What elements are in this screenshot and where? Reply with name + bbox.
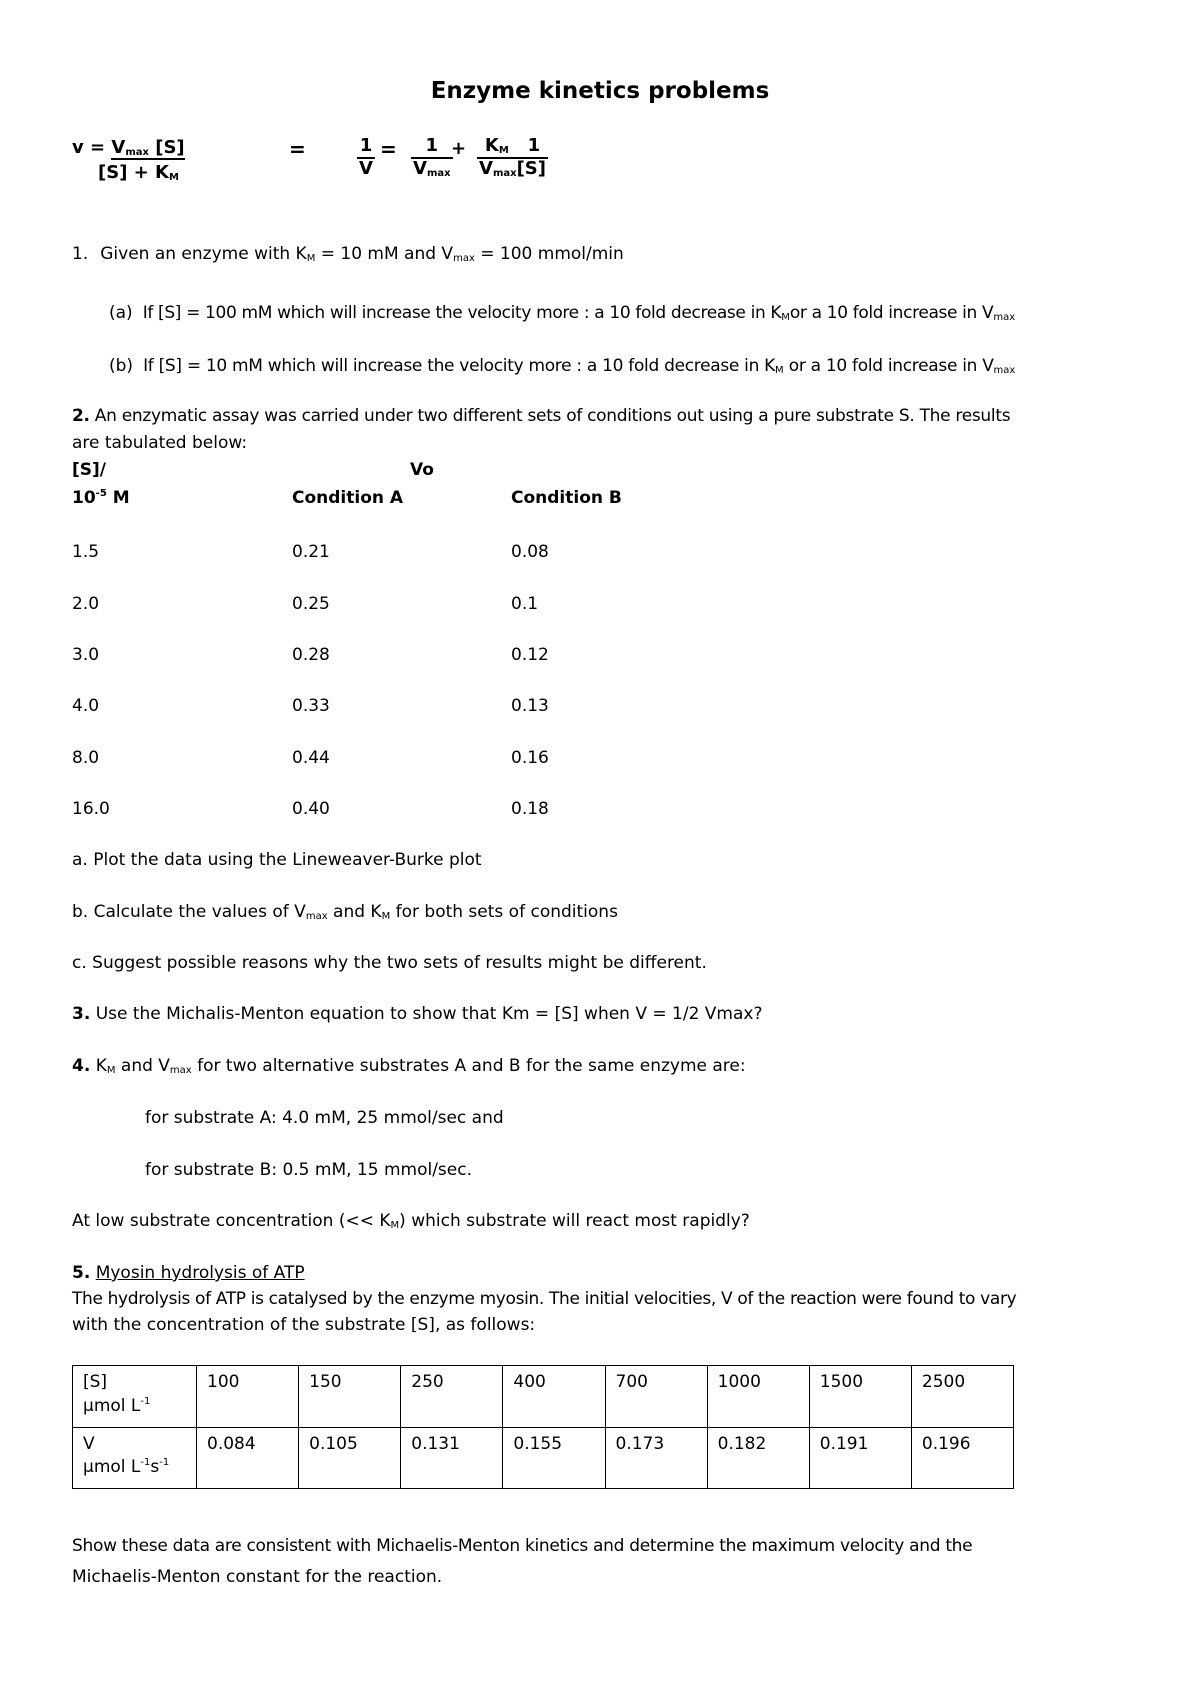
q5-s-cell: 150	[299, 1366, 401, 1428]
q5-s-unit: µmol L	[83, 1395, 141, 1416]
q4-number: 4.	[72, 1056, 91, 1076]
q2-cell-a: 0.44	[292, 748, 330, 768]
q5-s-cell: 250	[401, 1366, 503, 1428]
q1b-text-a: If [S] = 10 mM which will increase the velocity more : a 10 fold decrease in K	[143, 356, 776, 376]
lb-vmax2-sub: max	[492, 167, 517, 179]
q2-cell-b: 0.12	[511, 645, 549, 665]
q5-closing-2: Michaelis-Menton constant for the reaction.	[72, 1567, 443, 1587]
question-2	[72, 406, 1010, 426]
lb-vmax-sub: max	[426, 167, 451, 179]
lb-vmax: V	[413, 157, 427, 179]
q4-vmax-sub: max	[169, 1065, 192, 1076]
q2-cell-b: 0.1	[511, 594, 539, 614]
q2-cell-b: 0.08	[511, 542, 549, 562]
q2-unit-tail: M	[106, 488, 130, 508]
q5-row-label-s	[73, 1366, 197, 1428]
mm-s: [S]	[155, 137, 185, 158]
q5-v-cell: 0.173	[605, 1427, 707, 1489]
lb-one2: 1	[425, 135, 439, 156]
q4-question-a: At low substrate concentration (<< K	[72, 1211, 391, 1231]
q4-substrate-b: for substrate B: 0.5 mM, 15 mmol/sec.	[145, 1160, 473, 1180]
lb-v: V	[359, 157, 373, 179]
q2-cell-b: 0.13	[511, 696, 549, 716]
q5-number: 5.	[72, 1263, 91, 1283]
q3-number: 3.	[72, 1004, 91, 1024]
q5-s-cell: 700	[605, 1366, 707, 1428]
q2b-text-b: and K	[327, 902, 382, 922]
q5-s-cell: 400	[503, 1366, 605, 1428]
q1-number: 1.	[72, 244, 89, 264]
q5-v-unit-sup2: -1	[159, 1457, 170, 1469]
lb-one3: 1	[527, 135, 541, 156]
question-3	[72, 1004, 763, 1024]
q1b-text-b: or a 10 fold increase in V	[783, 356, 994, 376]
equation-separator: =	[289, 137, 306, 161]
q4-text-c: for two alternative substrates A and B for the same enzyme are:	[191, 1056, 746, 1076]
q1-text-b: = 10 mM and V	[315, 244, 454, 264]
mm-v: v	[72, 137, 84, 158]
q2-cell-s: 1.5	[72, 542, 100, 562]
lb-km: K	[484, 135, 499, 156]
q5-s-cell: 1000	[707, 1366, 809, 1428]
q2-cell-s: 3.0	[72, 645, 100, 665]
q2-header-cond-b: Condition B	[511, 488, 622, 508]
q2-cell-s: 16.0	[72, 799, 110, 819]
q2-cell-s: 8.0	[72, 748, 100, 768]
q2b-km-sub: M	[381, 911, 391, 922]
q1b-label: (b)	[109, 356, 134, 376]
q1a-text-b: or a 10 fold increase in V	[789, 303, 994, 323]
q1-text-a: Given an enzyme with K	[100, 244, 307, 264]
q1a-vmax-sub: max	[993, 312, 1016, 323]
q5-v-cell: 0.131	[401, 1427, 503, 1489]
q2-header-unit	[72, 488, 130, 508]
q5-v-cell: 0.191	[809, 1427, 911, 1489]
q1-vmax-sub: max	[453, 253, 475, 264]
q1a-text-a: If [S] = 100 mM which will increase the velocity more : a 10 fold decrease in K	[142, 303, 782, 323]
table-row	[73, 1366, 1014, 1428]
q2-part-c: c. Suggest possible reasons why the two sets of results might be different.	[72, 953, 707, 973]
q4-km-sub: M	[106, 1065, 116, 1076]
question-5-heading	[72, 1263, 305, 1283]
q2-cell-a: 0.33	[292, 696, 330, 716]
q2-header-cond-a: Condition A	[292, 488, 404, 508]
q2-unit-sup: -5	[95, 488, 107, 499]
q5-v-cell: 0.182	[707, 1427, 809, 1489]
q3-text: Use the Michalis-Menton equation to show that Km = [S] when V = 1/2 Vmax?	[90, 1004, 763, 1024]
q5-heading: Myosin hydrolysis of ATP	[95, 1263, 305, 1283]
q5-v-cell: 0.105	[299, 1427, 401, 1489]
q5-v-unit: µmol L	[83, 1457, 141, 1478]
q2-cell-a: 0.28	[292, 645, 330, 665]
question-4	[72, 1056, 746, 1077]
q5-line-2: with the concentration of the substrate [S], as follows:	[72, 1315, 536, 1335]
q1b-vmax-sub: max	[993, 365, 1016, 376]
q1-km-sub: M	[306, 253, 316, 264]
q2b-vmax-sub: max	[305, 911, 328, 922]
q4-text-b: and V	[115, 1056, 170, 1076]
q2b-text-c: for both sets of conditions	[390, 902, 618, 922]
q2-line-2: are tabulated below:	[72, 433, 248, 453]
q5-s-label: [S]	[83, 1372, 108, 1392]
lb-eq: =	[380, 137, 397, 161]
q5-v-cell: 0.155	[503, 1427, 605, 1489]
lb-plus: +	[451, 138, 467, 159]
question-1b	[109, 356, 1015, 377]
mm-vmax: V	[111, 137, 126, 158]
lb-vmax2: V	[479, 157, 493, 179]
q5-v-cell: 0.084	[197, 1427, 299, 1489]
q4-question-b: ) which substrate will react most rapidly?	[399, 1211, 750, 1231]
mm-vmax-sub: max	[125, 147, 149, 158]
mm-km-sub: M	[168, 172, 179, 183]
q5-row-label-v	[73, 1427, 197, 1489]
q2-cell-s: 4.0	[72, 696, 100, 716]
q5-s-cell: 100	[197, 1366, 299, 1428]
lb-s: [S]	[516, 157, 546, 179]
q2-cell-b: 0.18	[511, 799, 549, 819]
q1-text-c: = 100 mmol/min	[474, 244, 624, 264]
q5-v-unit-s: s	[150, 1457, 160, 1478]
question-1a	[109, 303, 1015, 324]
q4-text-a: K	[90, 1056, 107, 1076]
mm-denominator: [S] + K	[98, 162, 169, 183]
q2b-text-a: b. Calculate the values of V	[72, 902, 306, 922]
q5-s-cell: 2500	[911, 1366, 1013, 1428]
q2-cell-s: 2.0	[72, 594, 100, 614]
q4-question-sub: M	[390, 1220, 400, 1231]
q5-line-1: The hydrolysis of ATP is catalysed by the enzyme myosin. The initial velocities, V of the reaction were found to vary	[72, 1289, 1017, 1309]
mm-eq: =	[90, 137, 106, 158]
q2-cell-a: 0.21	[292, 542, 330, 562]
q4-question	[72, 1211, 750, 1232]
q2-number: 2.	[72, 406, 90, 426]
q5-v-unit-sup1: -1	[140, 1457, 151, 1469]
q1a-label: (a)	[109, 303, 133, 323]
q5-closing-1: Show these data are consistent with Michaelis-Menton kinetics and determine the maximum velocity and the	[72, 1536, 973, 1556]
table-row	[73, 1427, 1014, 1489]
q2-part-b	[72, 902, 618, 923]
q4-substrate-a: for substrate A: 4.0 mM, 25 mmol/sec and	[145, 1108, 504, 1128]
q1b-km-sub: M	[775, 365, 784, 376]
lb-one: 1	[357, 136, 375, 159]
q5-v-cell: 0.196	[911, 1427, 1013, 1489]
q2-cell-a: 0.25	[292, 594, 330, 614]
q2-unit-base: 10	[72, 488, 96, 508]
q5-s-unit-sup: -1	[140, 1395, 151, 1407]
q5-v-label: V	[83, 1433, 95, 1454]
q2-cell-a: 0.40	[292, 799, 330, 819]
lb-km-sub: M	[498, 145, 509, 156]
question-1	[72, 244, 624, 265]
q2-line-1: An enzymatic assay was carried under two different sets of conditions out using a pure substrate S. The results	[89, 406, 1011, 426]
q5-s-cell: 1500	[809, 1366, 911, 1428]
q1a-km-sub: M	[781, 312, 790, 323]
q5-table	[72, 1365, 1014, 1489]
q2-cell-b: 0.16	[511, 748, 549, 768]
page-title: Enzyme kinetics problems	[430, 78, 770, 104]
q2-header-s: [S]/	[72, 460, 106, 480]
q2-header-vo: Vo	[410, 460, 434, 480]
q2-part-a: a. Plot the data using the Lineweaver-Burke plot	[72, 850, 482, 870]
